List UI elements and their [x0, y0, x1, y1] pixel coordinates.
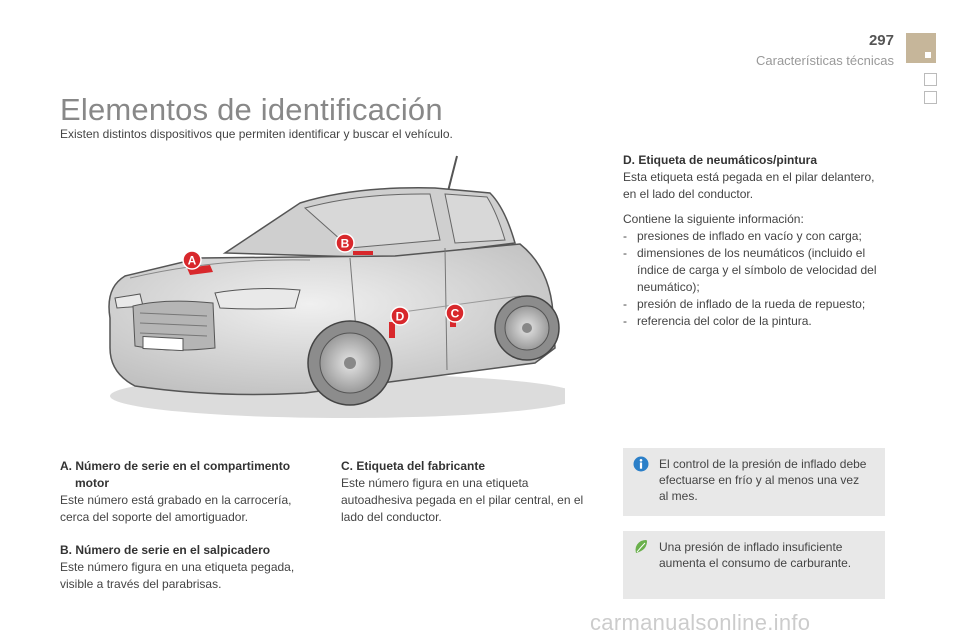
info-icon: [633, 456, 649, 472]
note-line: al mes.: [659, 489, 698, 503]
item-d-heading: D. Etiqueta de neumáticos/pintura: [623, 153, 818, 167]
note-line: El control de la presión de inflado debe: [659, 457, 867, 471]
list-item: - dimensiones de los neumáticos (incluido el índice de carga y el símbolo de velocidad del neumático);: [623, 245, 893, 296]
page-number: 297: [868, 32, 894, 49]
item-a: [60, 458, 310, 526]
item-d-list-intro: Contiene la siguiente información:: [623, 212, 804, 226]
marker-a: [183, 251, 201, 269]
list-item: - referencia del color de la pintura.: [623, 313, 893, 330]
item-d-list: [623, 228, 893, 330]
section-title: Características técnicas: [756, 53, 894, 68]
chapter-tab-empty: [924, 91, 937, 104]
item-a-line: cerca del soporte del amortiguador.: [60, 510, 249, 524]
item-d: [623, 152, 893, 330]
car-illustration: [95, 148, 565, 430]
chapter-tab-marker: [925, 52, 931, 58]
list-item: - presión de inflado de la rueda de repuesto;: [623, 296, 893, 313]
item-a-line: Este número está grabado en la carrocería,: [60, 493, 292, 507]
item-d-line: Esta etiqueta está pegada en el pilar delantero,: [623, 170, 875, 184]
item-b: [60, 542, 320, 593]
item-c-line: lado del conductor.: [341, 510, 442, 524]
item-c-line: Este número figura en una etiqueta: [341, 476, 529, 490]
note-line: efectuarse en frío y al menos una vez: [659, 473, 860, 487]
watermark: carmanualsonline.info: [590, 610, 811, 635]
marker-b-label: B: [340, 236, 350, 251]
page-title: Elementos de identificación: [60, 92, 443, 127]
item-b-line: visible a través del parabrisas.: [60, 577, 222, 591]
leaf-icon: [633, 539, 649, 555]
item-a-heading: A. Número de serie en el compartimento: [60, 459, 291, 473]
item-c-heading: C. Etiqueta del fabricante: [341, 459, 486, 473]
item-d-line: en el lado del conductor.: [623, 187, 754, 201]
item-c-line: autoadhesiva pegada en el pilar central, en el: [341, 493, 584, 507]
marker-d-label: D: [395, 309, 405, 324]
item-b-line: Este número figura en una etiqueta pegada,: [60, 560, 295, 574]
note-line: aumenta el consumo de carburante.: [659, 556, 852, 570]
chapter-tab-empty: [924, 73, 937, 86]
note-line: Una presión de inflado insuficiente: [659, 540, 843, 554]
info-note: [623, 448, 885, 516]
marker-d: [391, 307, 409, 325]
marker-c: [446, 304, 464, 322]
list-item: - presiones de inflado en vacío y con carga;: [623, 228, 893, 245]
item-b-heading: B. Número de serie en el salpicadero: [60, 543, 271, 557]
item-c: [341, 458, 601, 526]
chapter-tab: [906, 33, 936, 63]
item-a-heading-cont: motor: [75, 476, 109, 490]
marker-b: [336, 234, 354, 252]
marker-c-label: C: [450, 306, 460, 321]
intro-text: Existen distintos dispositivos que permiten identificar y buscar el vehículo.: [60, 127, 453, 141]
marker-a-label: A: [187, 253, 197, 268]
eco-note: [623, 531, 885, 599]
